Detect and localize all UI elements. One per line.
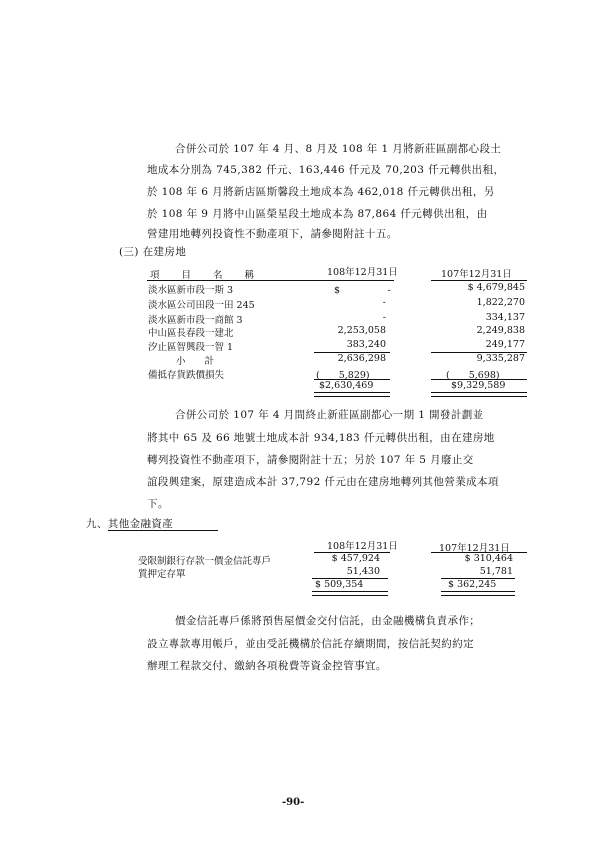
table2-row-2-v2: 51,781 bbox=[479, 566, 513, 577]
table1-total-v1: $2,630,469 bbox=[319, 380, 374, 391]
table2-header-col1: 108年12月31日 bbox=[327, 541, 398, 552]
table1-subtotal-name: 小 計 bbox=[176, 356, 215, 367]
para1-line-1: 合併公司於 107 年 4 月、8 月及 108 年 1 月將新莊區副都心段土 bbox=[175, 143, 502, 155]
table1-header-col2: 107年12月31日 bbox=[441, 269, 512, 280]
table2-total-double-rule-col2 bbox=[441, 591, 515, 596]
table2-row-1-v1: $ 457,924 bbox=[331, 553, 380, 564]
table1-row-allowance-v1: ( 5,829) bbox=[316, 370, 370, 381]
table1-row-allowance-v2: ( 5,698) bbox=[446, 370, 500, 381]
para1-line-2: 地成本分別為 745,382 仟元、163,446 仟元及 70,203 仟元轉供出租， bbox=[147, 164, 505, 176]
para1-line-5: 營建用地轉列投資性不動產項下，請參閱附註十五。 bbox=[147, 228, 398, 240]
para1-line-4: 於 108 年 9 月將中山區榮星段土地成本為 87,864 仟元轉供出租，由 bbox=[147, 208, 488, 220]
table1-row-5-v2: 249,177 bbox=[485, 339, 525, 350]
para1-line-3: 於 108 年 6 月將新店區斯馨段土地成本為 462,018 仟元轉供出租，另 bbox=[147, 186, 495, 198]
table1-row-4-v2: 2,249,838 bbox=[476, 325, 525, 336]
para3-line-2: 設立專款專用帳戶，並由受託機構於信託存續期間，按信託契約約定 bbox=[147, 638, 474, 650]
table2-row-2-v1: 51,430 bbox=[346, 566, 380, 577]
table2-total-v1: $ 509,354 bbox=[315, 579, 364, 590]
table1-row-1-v2: $ 4,679,845 bbox=[467, 282, 525, 293]
table1-total-double-rule-col2 bbox=[431, 392, 527, 397]
table1-row-2-v1: - bbox=[382, 297, 386, 308]
table1-row-5-name: 汐止區智興段一智 1 bbox=[148, 342, 234, 353]
table2-row-1-name: 受限制銀行存款一價金信託專戶 bbox=[138, 556, 272, 567]
table1-header-col1: 108年12月31日 bbox=[327, 267, 398, 278]
table1-header-rule bbox=[147, 280, 394, 281]
para2-line-2: 將其中 65 及 66 地號土地成本計 934,183 仟元轉供出租，由在建房地 bbox=[147, 432, 495, 444]
table2-row-1-v2: $ 310,464 bbox=[464, 553, 513, 564]
table1-row-3-v1: - bbox=[382, 312, 386, 323]
section-9-title: 九、其他金融資產 bbox=[86, 518, 174, 530]
page-number: -90- bbox=[282, 797, 305, 808]
table2-total-double-rule-col1 bbox=[312, 591, 388, 596]
table1-row-3-name: 淡水區新市段一商館 3 bbox=[148, 315, 243, 326]
table1-header-rule-col2 bbox=[431, 280, 527, 281]
para3-line-1: 價金信託專戶係將預售屋價金交付信託，由金融機構負責承作； bbox=[175, 615, 481, 627]
para2-line-4: 誼段興建案，原建造成本計 37,792 仟元由在建房地轉列其他營業成本項 bbox=[147, 476, 499, 488]
table1-total-double-rule-col1 bbox=[314, 392, 390, 397]
table1-row-allowance-name: 備抵存貨跌價損失 bbox=[148, 370, 225, 381]
section-9-title-underline bbox=[108, 530, 218, 531]
table2-total-v2: $ 362,245 bbox=[448, 579, 497, 590]
para2-line-3: 轉列投資性不動產項下，請參閱附註十五；另於 107 年 5 月廢止交 bbox=[147, 454, 474, 466]
para3-line-3: 辦理工程款交付、繳納各項稅費等資金控管事宜。 bbox=[147, 660, 387, 672]
table1-row-2-v2: 1,822,270 bbox=[476, 297, 525, 308]
para2-line-5: 下。 bbox=[147, 498, 169, 510]
table1-row-1-name: 淡水區新市段一斯 3 bbox=[148, 285, 234, 296]
table1-total-v2: $9,329,589 bbox=[451, 380, 506, 391]
table2-header-col2: 107年12月31日 bbox=[439, 543, 510, 554]
table1-header-item: 項 目 名 稱 bbox=[150, 270, 256, 281]
table1-row-4-v1: 2,253,058 bbox=[337, 325, 386, 336]
table1-subtotal-v1: 2,636,298 bbox=[337, 353, 386, 364]
section-3-title: (三) 在建房地 bbox=[119, 246, 187, 258]
table1-row-3-v2: 334,137 bbox=[485, 312, 525, 323]
table1-row-4-name: 中山區長春段一建北 bbox=[148, 328, 234, 339]
table1-row-2-name: 淡水區公司田段一田 245 bbox=[148, 300, 255, 311]
table1-subtotal-v2: 9,335,287 bbox=[476, 353, 525, 364]
table1-row-5-v1: 383,240 bbox=[346, 339, 386, 350]
table2-row-2-name: 質押定存單 bbox=[138, 569, 186, 580]
para2-line-1: 合併公司於 107 年 4 月間終止新莊區副都心一期 1 開發計劃並 bbox=[175, 409, 484, 421]
table1-row-1-v1: $ - bbox=[334, 285, 391, 296]
